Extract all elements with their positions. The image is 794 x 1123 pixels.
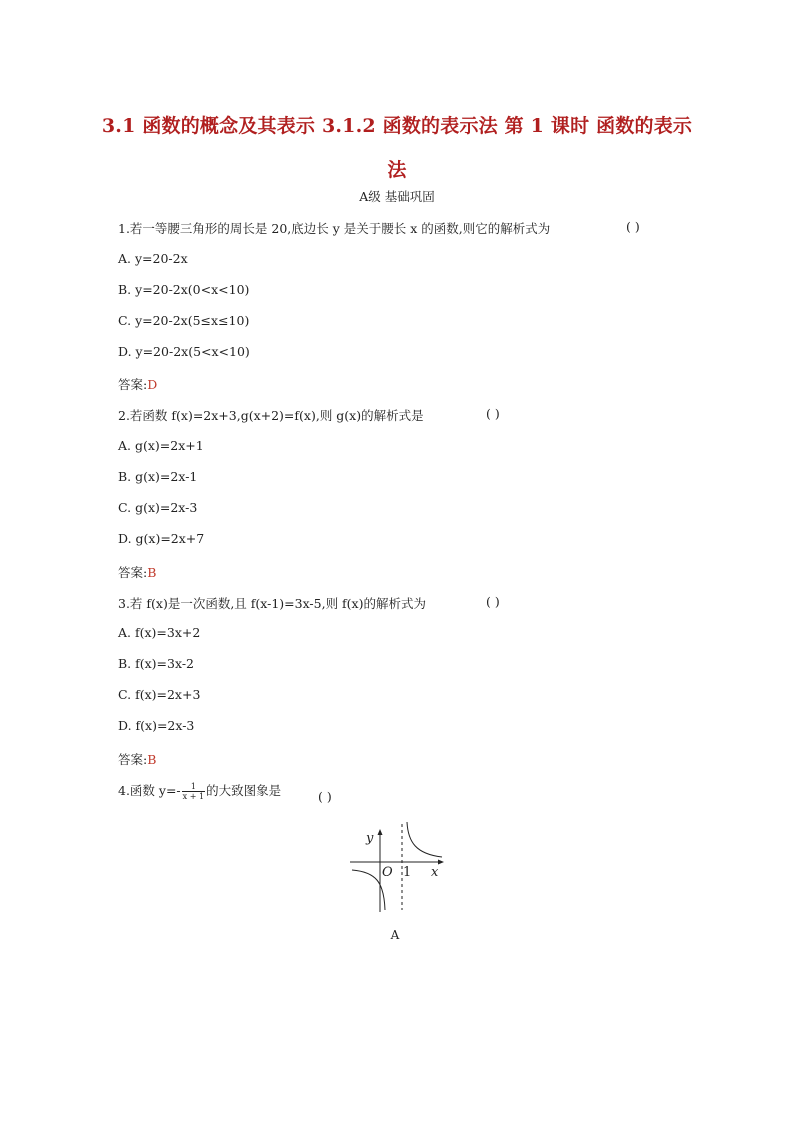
x-axis-arrow (438, 860, 444, 865)
q1-option-d: D. y=20-2x(5<x<10) (118, 344, 250, 359)
y-axis-arrow (378, 829, 383, 835)
q1-paren: ( ) (626, 219, 640, 234)
q1-option-c: C. y=20-2x(5≤x≤10) (118, 313, 250, 328)
q4-fraction (182, 782, 205, 801)
q1-option-a: A. y=20-2x (118, 251, 188, 266)
origin-label: O (382, 865, 393, 880)
q4-fraction-numerator: 1 (182, 782, 205, 792)
q3-option-c: C. f(x)=2x+3 (118, 687, 201, 702)
q3-option-d: D. f(x)=2x-3 (118, 718, 195, 733)
curve-branch-upper (407, 822, 442, 857)
q4-fraction-denominator: x + 1 (182, 792, 205, 801)
section-subtitle: A级 基础巩固 (359, 189, 435, 204)
q2-answer-value: B (147, 565, 157, 580)
q4-stem-prefix: 4.函数 y=- (118, 783, 181, 798)
q3-answer-label: 答案: (118, 752, 148, 767)
tick-label-one: 1 (403, 865, 412, 880)
x-axis-label: x (431, 865, 439, 880)
q1-answer (118, 375, 157, 393)
q3-option-a: A. f(x)=3x+2 (118, 625, 201, 640)
q2-answer (118, 563, 156, 581)
document-title (100, 104, 694, 192)
q2-option-d: D. g(x)=2x+7 (118, 531, 205, 546)
q2-option-a: A. g(x)=2x+1 (118, 438, 204, 453)
q2-option-b: B. g(x)=2x-1 (118, 469, 198, 484)
q2-answer-label: 答案: (118, 565, 148, 580)
y-axis-label: y (366, 831, 374, 846)
q1-stem: 1.若一等腰三角形的周长是 20,底边长 y 是关于腰长 x 的函数,则它的解析式为 (118, 221, 551, 236)
q3-answer (118, 750, 156, 768)
q1-answer-value: D (147, 377, 158, 392)
graph-figure-a (344, 820, 454, 915)
q2-paren: ( ) (486, 406, 500, 421)
q3-answer-value: B (147, 752, 157, 767)
q2-stem: 2.若函数 f(x)=2x+3,g(x+2)=f(x),则 g(x)的解析式是 (118, 408, 424, 423)
q4-paren: ( ) (318, 789, 332, 804)
title-line-1: 3.1 函数的概念及其表示 3.1.2 函数的表示法 第 1 课时 函数的表示 (101, 115, 693, 137)
q3-stem: 3.若 f(x)是一次函数,且 f(x-1)=3x-5,则 f(x)的解析式为 (118, 596, 426, 611)
q4-stem (118, 781, 281, 801)
q3-paren: ( ) (486, 594, 500, 609)
figure-caption: A (390, 928, 400, 942)
q3-option-b: B. f(x)=3x-2 (118, 656, 194, 671)
q1-answer-label: 答案: (118, 377, 148, 392)
q1-option-b: B. y=20-2x(0<x<10) (118, 282, 250, 297)
title-line-2: 法 (387, 159, 407, 181)
q4-stem-suffix: 的大致图象是 (206, 783, 282, 798)
q2-option-c: C. g(x)=2x-3 (118, 500, 198, 515)
